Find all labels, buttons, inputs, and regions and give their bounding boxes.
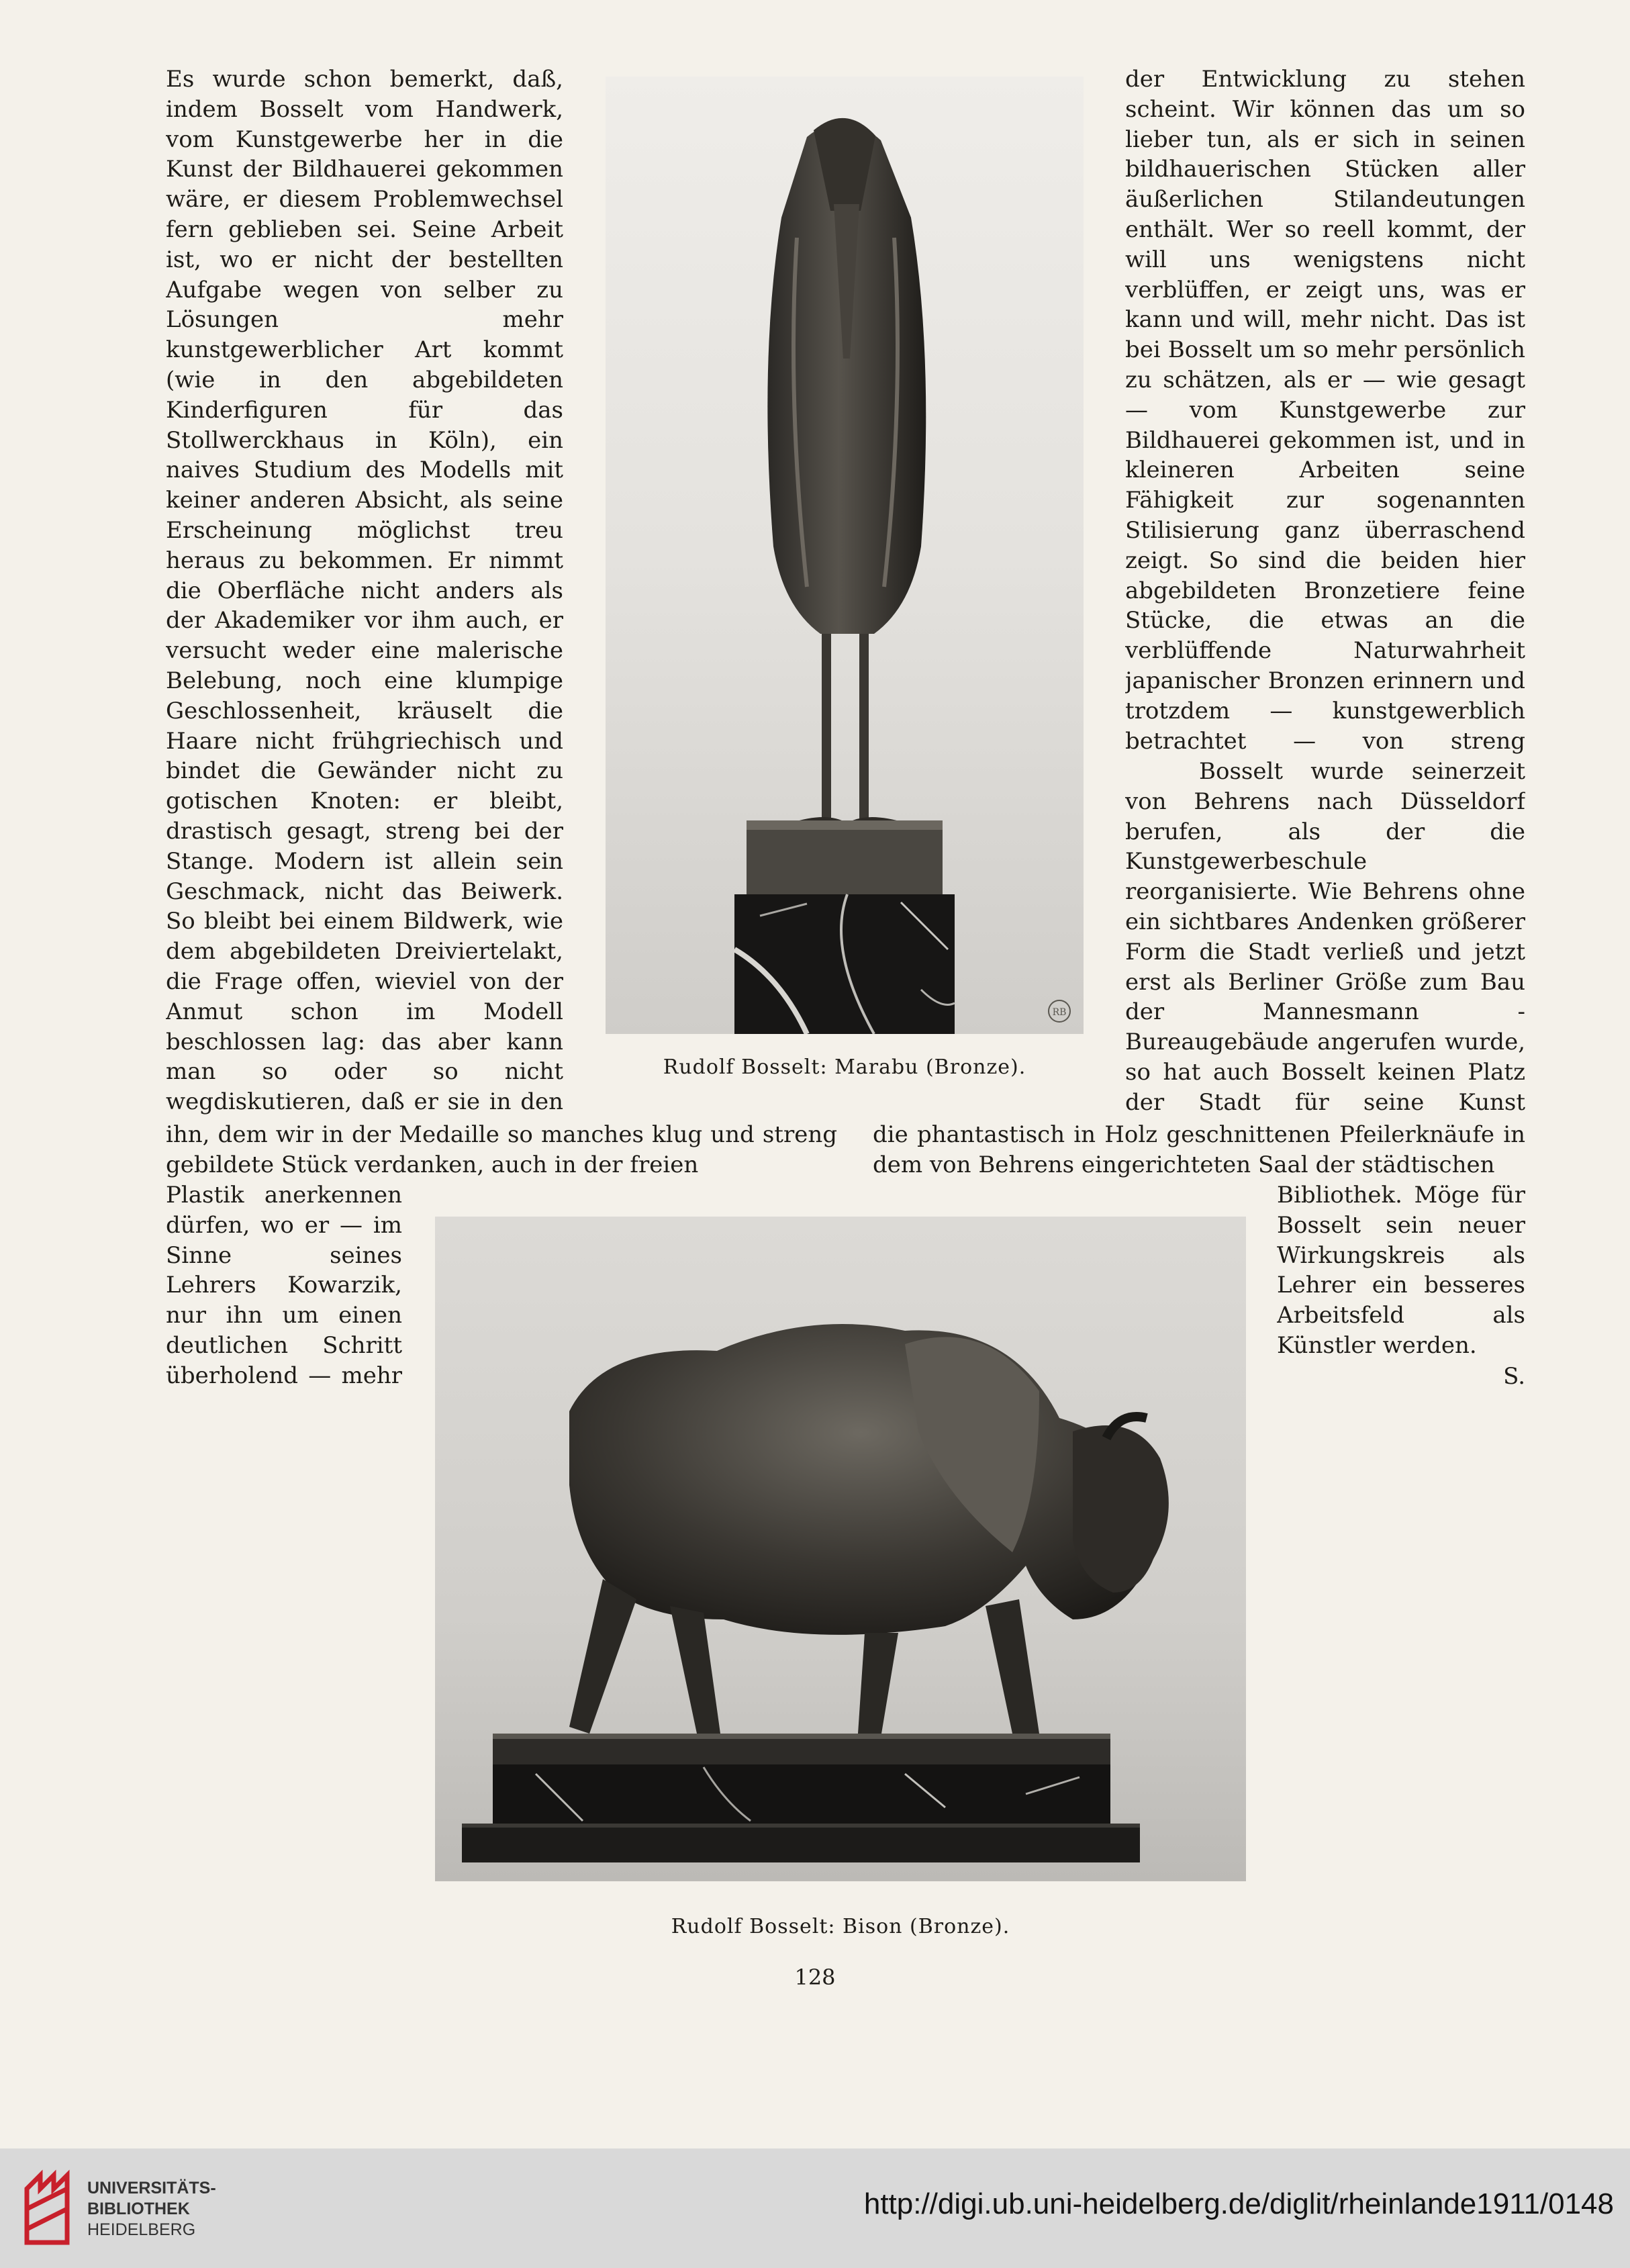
library-name-line3: HEIDELBERG bbox=[87, 2220, 196, 2239]
article-signature: S. bbox=[1503, 1363, 1525, 1390]
permalink-url[interactable]: http://digi.ub.uni-heidelberg.de/diglit/rheinlande1911/0148 bbox=[863, 2187, 1614, 2220]
library-name-line1: UNIVERSITÄTS- bbox=[87, 2179, 216, 2198]
library-logo-icon bbox=[20, 2169, 74, 2249]
article-full-line-left: ihn, dem wir in der Medaille so manches klug und streng gebildete Stück verdanken, auch in der freien bbox=[166, 1121, 837, 1178]
article-narrow-left: Plastik anerkennen dürfen, wo er — im Sinne seines Lehrers Kowarzik, nur ihn um einen deutlichen Schritt überholend — mehr bbox=[166, 1182, 402, 1389]
library-name bbox=[87, 2178, 289, 2240]
marabu-caption: Rudolf Bosselt: Marabu (Bronze). bbox=[663, 1055, 1026, 1079]
article-narrow-right: Bibliothek. Möge für Bosselt sein neuer Wirkungskreis als Lehrer ein besseres Arbeitsfeld als Künstler werden. bbox=[1277, 1182, 1525, 1359]
marabu-photo bbox=[606, 77, 1084, 1034]
article-column-right: der Entwicklung zu stehen scheint. Wir können das um so lieber tun, als er sich in seinen bildhauerischen Stücken aller äußerlichen Stilandeutungen enthält. Wer so reell kommt, der will uns wenigstens nicht verblüffen, er zeigt uns, was er kann und will, mehr nicht. Das ist bei Bosselt um so mehr persönlich zu schätzen, als er — wie gesagt — vom Kunstgewerbe zur Bildhauerei gekommen ist, und in kleineren Arbeiten seine Fähigkeit zur sogenannten Stilisierung ganz überraschend zeigt. So sind die beiden hier abgebildeten Bronzetiere feine Stücke, die etwas an die verblüffende Naturwahrheit japanischer Bronzen erinnern und trotzdem — kunstgewerblich betrachtet — von streng bbox=[1125, 66, 1525, 755]
photographer-monogram: RB bbox=[1052, 1007, 1067, 1018]
bison-photo bbox=[435, 1217, 1246, 1881]
article-column-right-paragraph2: Bosselt wurde seinerzeit von Behrens nach Düsseldorf berufen, als der die Kunstgewerbeschule reorganisierte. Wie Behrens ohne ein sichtbares Andenken größerer Form die Stadt verließ und jetzt erst als Berliner Größe zum Bau der Mannesmann - Bureaugebäude angerufen wurde, so hat auch Bosselt keinen Platz der Stadt für seine Kunst bbox=[1125, 758, 1525, 1116]
article-full-line-right: die phantastisch in Holz geschnittenen Pfeilerknäufe in dem von Behrens eingerichteten Saal der städtischen bbox=[873, 1121, 1525, 1178]
page-number: 128 bbox=[794, 1965, 836, 1990]
library-name-line2: BIBLIOTHEK bbox=[87, 2200, 190, 2218]
footer-band bbox=[0, 2148, 1630, 2268]
bison-caption: Rudolf Bosselt: Bison (Bronze). bbox=[671, 1915, 1010, 1938]
article-column-left: Es wurde schon bemerkt, daß, indem Bosselt vom Handwerk, vom Kunstgewerbe her in die Kunst der Bildhauerei gekommen wäre, er diesem Problemwechsel fern geblieben sei. Seine Arbeit ist, wo er nicht der bestellten Aufgabe wegen von selber zu Lösungen mehr kunstgewerblicher Art kommt (wie in den abgebildeten Kinderfiguren für das Stollwerckhaus in Köln), ein naives Studium des Modells mit keiner anderen Absicht, als seine Erscheinung möglichst treu heraus zu bekommen. Er nimmt die Oberfläche nicht anders als der Akademiker vor ihm auch, er versucht weder eine malerische Belebung, noch eine klumpige Geschlossenheit, kräuselt die Haare nicht frühgriechisch und bindet die Gewänder nicht zu gotischen Knoten: er bleibt, drastisch gesagt, streng bei der Stange. Modern ist allein sein Geschmack, nicht das Beiwerk. So bleibt bei einem Bildwerk, wie dem abgebildeten Dreiviertelakt, die Frage offen, wieviel von der Anmut schon im Modell beschlossen lag: das aber kann man so oder so nicht wegdiskutieren, daß er sie in den bbox=[166, 66, 563, 1116]
